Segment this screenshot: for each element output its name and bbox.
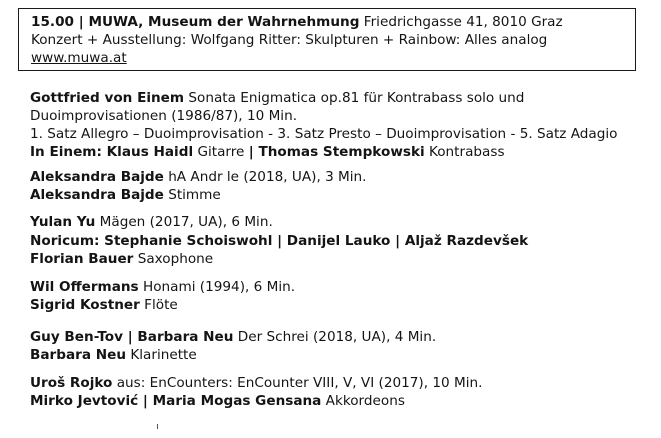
composer-name: Guy Ben-Tov | Barbara Neu: [30, 329, 234, 345]
instrument: Flöte: [139, 297, 178, 313]
entry-line: [30, 296, 178, 314]
work-title: Der Schrei (2018, UA), 4 Min.: [233, 329, 437, 345]
work-title: hA Andr le (2018, UA), 3 Min.: [163, 169, 367, 185]
header-separator: |: [74, 14, 89, 30]
work-movements: 1. Satz Allegro – Duoimprovisation - 3. Satz Presto – Duoimprovisation - 5. Satz Adagio: [30, 126, 618, 142]
entry-line: [30, 213, 273, 231]
performer-name: Mirko Jevtović | Maria Mogas Gensana: [30, 393, 322, 409]
venue-address: Friedrichgasse 41, 8010 Graz: [359, 14, 563, 30]
entry-line: [30, 89, 524, 107]
performer-name: | Thomas Stempkowski: [248, 144, 425, 160]
performer-name: Aleksandra Bajde: [30, 187, 164, 203]
work-title: Honami (1994), 6 Min.: [138, 279, 296, 295]
entry-line: [30, 186, 221, 204]
work-title: Sonata Enigmatica op.81 für Kontrabass solo und: [184, 90, 525, 106]
entry-line: [30, 374, 482, 392]
performer-name: Sigrid Kostner: [30, 297, 140, 313]
entry-line: [30, 278, 295, 296]
entry-line: [30, 392, 405, 410]
composer-name: Gottfried von Einem: [30, 90, 185, 106]
work-details: Duoimprovisationen (1986/87), 10 Min.: [30, 108, 298, 124]
entry-line: [30, 168, 367, 186]
entry-line: [30, 250, 213, 268]
work-title: aus: EnCounters: EnCounter VIII, V, VI (2017), 10 Min.: [112, 375, 483, 391]
event-time: 15.00: [31, 14, 74, 30]
entry-line: [30, 107, 297, 125]
entry-line: [30, 346, 197, 364]
venue-name: MUWA, Museum der Wahrnehmung: [88, 14, 360, 30]
composer-name: Uroš Rojko: [30, 375, 113, 391]
performer-name: Florian Bauer: [30, 251, 134, 267]
work-title: Mägen (2017, UA), 6 Min.: [95, 214, 273, 230]
instrument: Stimme: [163, 187, 221, 203]
instrument: Saxophone: [133, 251, 214, 267]
entry-line: [30, 328, 436, 346]
program-list: [30, 0, 650, 438]
composer-name: Wil Offermans: [30, 279, 139, 295]
performer-name: In Einem: Klaus Haidl: [30, 144, 194, 160]
entry-line: [30, 125, 617, 143]
composer-name: Yulan Yu: [30, 214, 96, 230]
scan-mark: [157, 424, 158, 429]
entry-line: [30, 143, 505, 161]
instrument: Akkordeons: [321, 393, 405, 409]
composer-name: Aleksandra Bajde: [30, 169, 164, 185]
event-program: Konzert + Ausstellung: Wolfgang Ritter: Skulpturen + Rainbow: Alles analog: [31, 32, 548, 48]
ensemble-name: Noricum: Stephanie Schoiswohl | Danijel Lauko | Aljaž Razdevšek: [30, 233, 529, 249]
entry-line: [30, 232, 528, 250]
performer-name: Barbara Neu: [30, 347, 127, 363]
instrument: Klarinette: [126, 347, 197, 363]
instrument: Gitarre: [193, 144, 249, 160]
instrument: Kontrabass: [424, 144, 505, 160]
venue-website-link[interactable]: www.muwa.at: [31, 50, 127, 66]
